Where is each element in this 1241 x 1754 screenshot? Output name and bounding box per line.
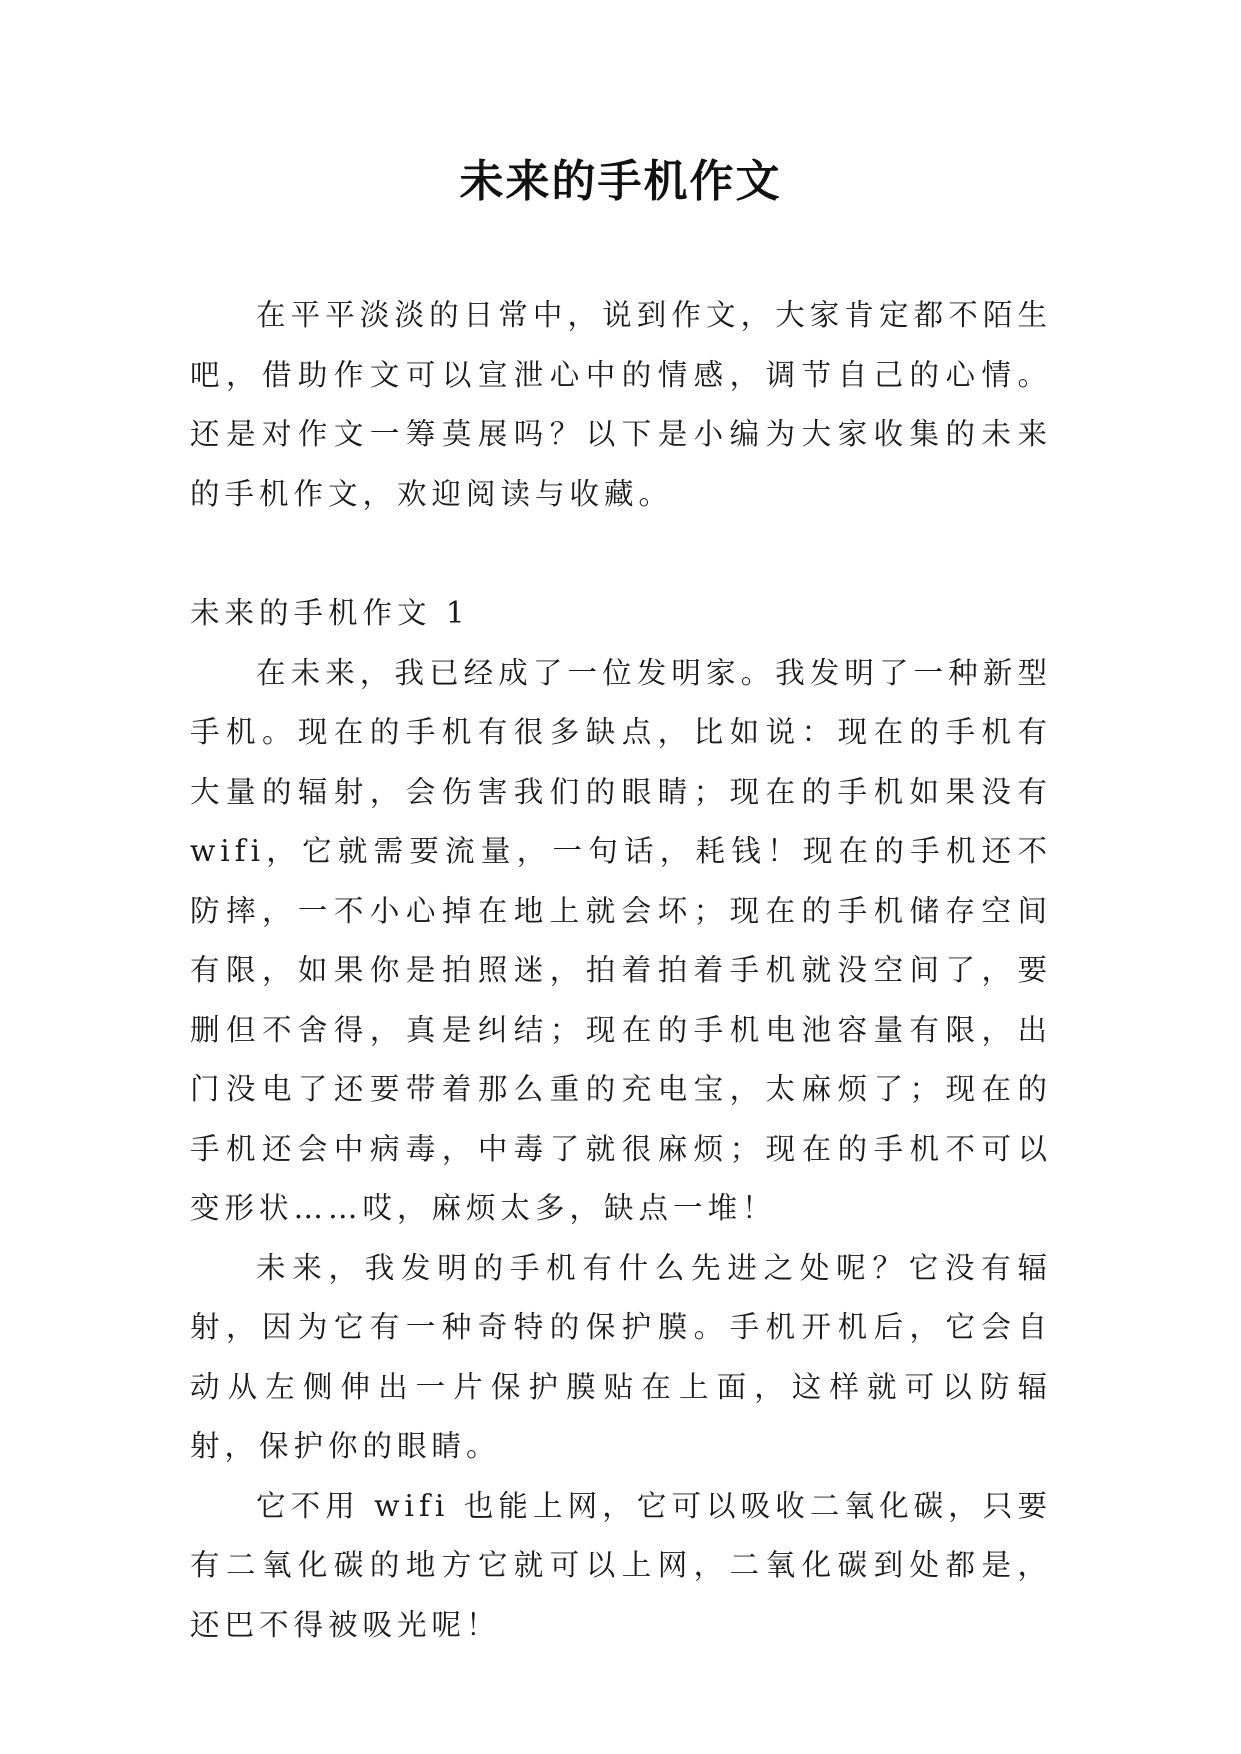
document-body [190,286,1052,1655]
body-paragraph-1: 在未来，我已经成了一位发明家。我发明了一种新型手机。现在的手机有很多缺点，比如说：现在的手机有大量的辐射，会伤害我们的眼睛；现在的手机如果没有 wifi，它就需要流量，一句话，耗钱！现在的手机还不防摔，一不小心掉在地上就会坏；现在的手机储存空间有限，如果你是拍照迷，拍着拍着手机就没空间了，要删但不舍得，真是纠结；现在的手机电池容量有限，出门没电了还要带着那么重的充电宝，太麻烦了；现在的手机还会中病毒，中毒了就很麻烦；现在的手机不可以变形状……哎，麻烦太多，缺点一堆！ [190,655,1052,1225]
document-title: 未来的手机作文 [459,156,782,207]
body-paragraph-2: 未来，我发明的手机有什么先进之处呢？它没有辐射，因为它有一种奇特的保护膜。手机开机后，它会自动从左侧伸出一片保护膜贴在上面，这样就可以防辐射，保护你的眼睛。 [190,1250,1052,1463]
body-paragraph-3: 它不用 wifi 也能上网，它可以吸收二氧化碳，只要有二氧化碳的地方它就可以上网，二氧化碳到处都是，还巴不得被吸光呢！ [190,1488,1052,1642]
intro-paragraph: 在平平淡淡的日常中，说到作文，大家肯定都不陌生吧，借助作文可以宣泄心中的情感，调节自己的心情。还是对作文一筹莫展吗？以下是小编为大家收集的未来的手机作文，欢迎阅读与收藏。 [190,298,1052,511]
section-heading: 未来的手机作文 1 [190,596,470,630]
